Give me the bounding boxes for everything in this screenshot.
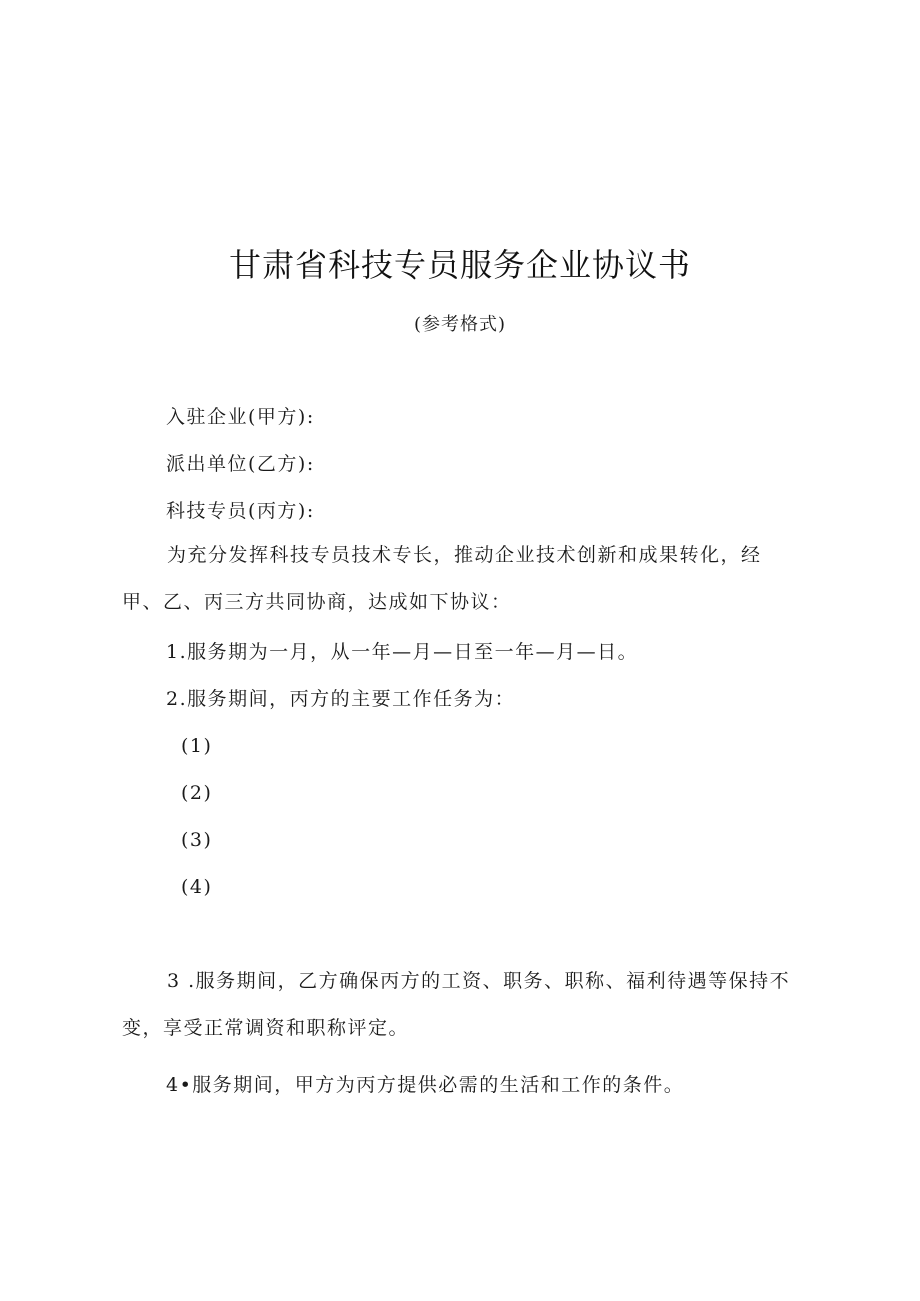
task-item-4: (4) [181, 876, 213, 898]
clause-4: 4•服务期间，甲方为丙方提供必需的生活和工作的条件。 [166, 1074, 685, 1096]
clause-2: 2.服务期间，丙方的主要工作任务为： [166, 688, 516, 710]
party-b-label: 派出单位(乙方): [166, 453, 315, 475]
task-item-3: (3) [181, 829, 213, 851]
intro-paragraph: 为充分发挥科技专员技术专长，推动企业技术创新和成果转化，经甲、乙、丙三方共同协商，达成如下协议： [122, 544, 762, 613]
document-subtitle: (参考格式) [413, 314, 507, 335]
clause-3: 3 .服务期间，乙方确保丙方的工资、职务、职称、福利待遇等保持不变，享受正常调资和职称评定。 [122, 970, 791, 1039]
party-c-label: 科技专员(丙方): [166, 500, 315, 522]
party-a-label: 入驻企业(甲方): [166, 406, 315, 428]
task-item-2: (2) [181, 782, 213, 804]
document-title: 甘肃省科技专员服务企业协议书 [228, 246, 691, 284]
clause-1: 1.服务期为一月，从一年—月—日至一年—月—日。 [166, 641, 639, 663]
task-item-1: (1) [181, 735, 213, 757]
